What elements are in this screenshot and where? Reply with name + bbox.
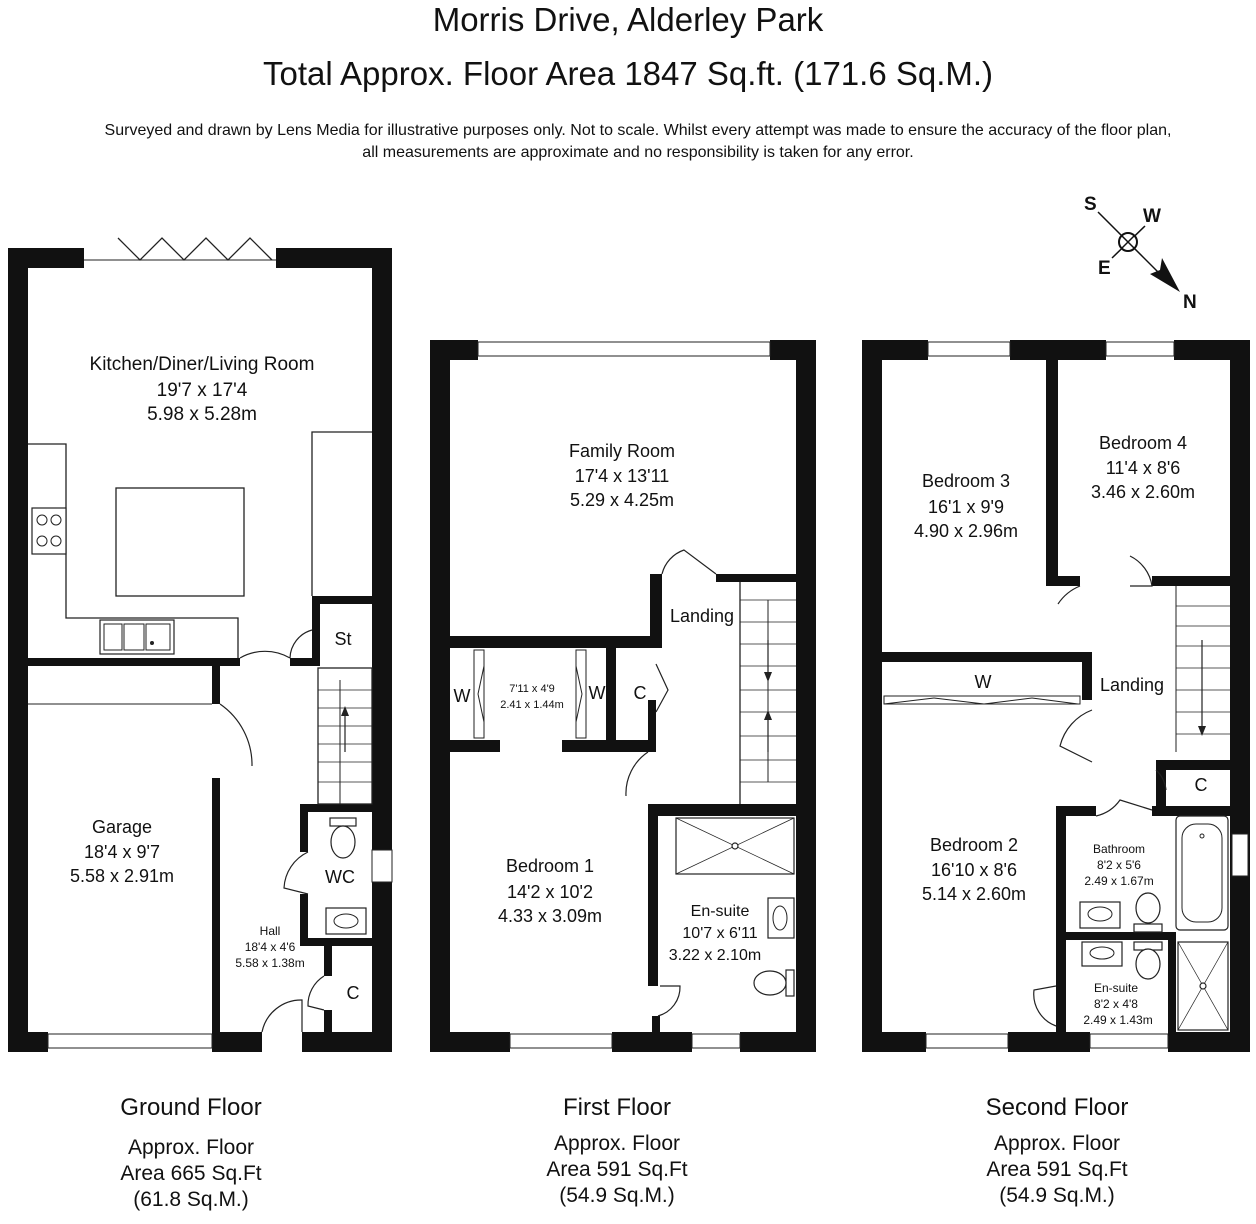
wardrobe-right-label: W [588, 683, 606, 703]
first-floor-area-line2: Area 591 Sq.Ft [546, 1158, 688, 1181]
first-floor-area [496, 1131, 738, 1209]
bedroom4-metric: 3.46 x 2.60m [1090, 482, 1196, 502]
ground-floor-name: Ground Floor [120, 1094, 262, 1121]
first-floor-name: First Floor [563, 1094, 671, 1121]
family-room-metric: 5.29 x 4.25m [569, 490, 675, 510]
store-door-swing [290, 630, 312, 658]
wc-door-swing [284, 852, 308, 894]
toilet-icon [1134, 942, 1162, 979]
compass-icon [1084, 194, 1197, 313]
hall-cupboard-label: C [346, 983, 360, 1003]
svg-text:19'7 x 17'4 [157, 380, 248, 401]
second-floor-plan [862, 340, 1250, 1052]
bedroom3-door-swing [1058, 586, 1080, 604]
bifold-door-icon [118, 238, 272, 260]
family-room-door-swing [662, 550, 716, 574]
toilet-icon [754, 970, 794, 996]
wardrobe-label: W [974, 672, 992, 692]
ground-floor-plan [8, 238, 392, 1052]
ground-floor-area-line2: Area 665 Sq.Ft [120, 1162, 262, 1185]
ground-floor-area-line3: (61.8 Sq.M.) [133, 1188, 249, 1211]
toilet-icon [330, 818, 356, 858]
landing-label: Landing [669, 606, 735, 626]
ensuite-metric: 2.49 x 1.43m [1083, 1013, 1153, 1027]
second-floor-area-line1: Approx. Floor [993, 1132, 1121, 1155]
stairs-icon [1176, 586, 1230, 752]
compass-w: W [1143, 206, 1161, 227]
compass-n: N [1183, 292, 1197, 313]
compass-s: S [1084, 194, 1097, 215]
kitchen-imperial: 19'7 x 17'4 [156, 380, 248, 401]
first-floor-label [496, 1093, 738, 1209]
ensuite-name: En-suite [1093, 981, 1139, 995]
kitchen-metric: 5.98 x 5.28m [147, 404, 257, 425]
shower-tray-icon [1178, 942, 1228, 1030]
first-floor-area-line1: Approx. Floor [553, 1132, 681, 1155]
bathroom-imperial: 8'2 x 5'6 [1097, 858, 1141, 872]
first-floor-area-line3: (54.9 Sq.M.) [559, 1184, 675, 1207]
bathroom-name: Bathroom [1092, 842, 1146, 856]
ensuite-imperial: 8'2 x 4'8 [1094, 997, 1138, 1011]
bedroom4-imperial: 11'4 x 8'6 [1105, 458, 1181, 478]
kitchen-island [116, 488, 244, 596]
bedroom2-name: Bedroom 2 [929, 835, 1019, 855]
family-room-name: Family Room [568, 441, 676, 461]
wc-label: WC [325, 867, 355, 887]
dressing-metric: 2.41 x 1.44m [500, 699, 564, 711]
bedroom4-name: Bedroom 4 [1098, 433, 1188, 453]
dressing-imperial: 7'11 x 4'9 [509, 683, 555, 695]
garage-metric: 5.58 x 2.91m [69, 866, 175, 886]
basin-icon [1080, 902, 1120, 928]
second-floor-area [936, 1131, 1178, 1209]
cupboard-label: C [633, 683, 647, 703]
basin-icon [1082, 942, 1122, 966]
basin-icon [768, 898, 794, 938]
kitchen-name: Kitchen/Diner/Living Room [89, 354, 315, 375]
ensuite-imperial: 10'7 x 6'11 [682, 925, 758, 942]
sink-icon [100, 620, 174, 654]
garage-name: Garage [91, 817, 153, 837]
bedroom1-imperial: 14'2 x 10'2 [507, 882, 593, 902]
bedroom2-metric: 5.14 x 2.60m [921, 884, 1027, 904]
disclaimer-line-1: Surveyed and drawn by Lens Media for illustrative purposes only. Not to scale. Whilst every attempt was made to ensure the accuracy of the floor plan, [104, 122, 1172, 139]
hob-icon [32, 508, 66, 554]
bathroom-metric: 2.49 x 1.67m [1084, 874, 1154, 888]
bedroom3-metric: 4.90 x 2.96m [913, 521, 1019, 541]
cupboard-door [656, 664, 668, 712]
wardrobe-left-label: W [453, 686, 471, 706]
bedroom2-imperial: 16'10 x 8'6 [931, 860, 1017, 880]
second-floor-area-line3: (54.9 Sq.M.) [999, 1184, 1115, 1207]
bedroom3-name: Bedroom 3 [921, 471, 1011, 491]
stairs-icon [318, 668, 372, 804]
ensuite-name: En-suite [690, 903, 750, 920]
hall-metric: 5.58 x 1.38m [235, 956, 305, 970]
second-floor-name: Second Floor [985, 1094, 1129, 1121]
cupboard-label: C [1194, 775, 1208, 795]
page-title: Morris Drive, Alderley Park [432, 1, 824, 38]
shower-tray-icon [676, 818, 794, 874]
hall-imperial: 18'4 x 4'6 [244, 940, 296, 954]
ground-floor-area-line1: Approx. Floor [127, 1136, 255, 1159]
bedroom1-name: Bedroom 1 [505, 856, 595, 876]
landing-label: Landing [1099, 675, 1165, 695]
svg-text:5.98 x 5.28m [147, 404, 257, 425]
stairs-icon [740, 582, 796, 804]
compass-e: E [1098, 258, 1111, 279]
store-label: St [334, 629, 352, 649]
bedroom1-metric: 4.33 x 3.09m [497, 906, 603, 926]
garage-imperial: 18'4 x 9'7 [84, 842, 160, 862]
toilet-icon [1134, 893, 1162, 932]
ensuite-metric: 3.22 x 2.10m [668, 947, 762, 964]
ground-floor-label [70, 1093, 312, 1213]
bath-icon [1176, 816, 1228, 930]
basin-icon [326, 908, 366, 934]
garage-door-swing [220, 704, 252, 766]
hall-name: Hall [259, 924, 281, 938]
disclaimer-line-2: all measurements are approximate and no responsibility is taken for any error. [362, 144, 914, 161]
second-floor-area-line2: Area 591 Sq.Ft [986, 1158, 1128, 1181]
second-floor-label [936, 1093, 1178, 1209]
bedroom3-imperial: 16'1 x 9'9 [928, 497, 1004, 517]
first-floor-plan [430, 340, 816, 1052]
front-door-swing [262, 1000, 302, 1032]
ground-floor-area [70, 1135, 312, 1213]
family-room-imperial: 17'4 x 13'11 [574, 466, 670, 486]
total-floor-area: Total Approx. Floor Area 1847 Sq.ft. (171.6 Sq.M.) [262, 55, 994, 92]
